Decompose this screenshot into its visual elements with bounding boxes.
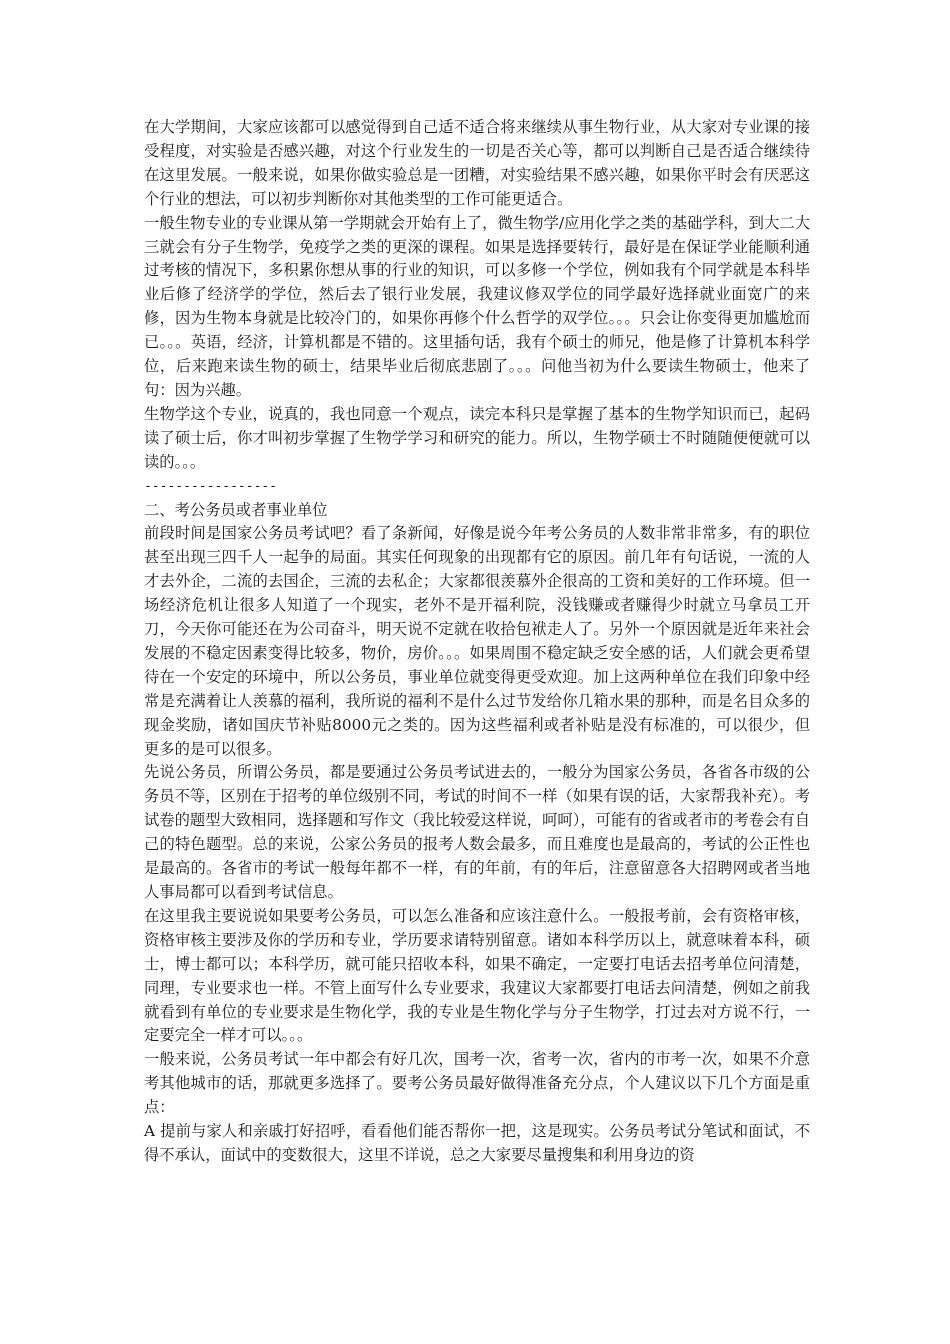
section-divider: -----------------: [144, 478, 278, 494]
paragraph: 先说公务员，所谓公务员，都是要通过公务员考试进去的，一般分为国家公务员，各省各市级的公务员不等，区别在于招考的单位级别不同，考试的时间不一样（如果有误的话，大家帮我补充）。考试卷的题型大致相同，选择题和写作文（我比较爱这样说，呵呵），可能有的省或者市的考卷会有自己的特色题型。总的来说，公家公务员的报考人数会最多，而且难度也是最高的，考试的公正性也是最高的。各省市的考试一般每年都不一样，有的年前，有的年后，注意留意各大招聘网或者当地人事局都可以看到考试信息。: [144, 763, 810, 901]
paragraph: 在大学期间，大家应该都可以感觉得到自己适不适合将来继续从事生物行业，从大家对专业课的接受程度，对实验是否感兴趣，对这个行业发生的一切是否关心等，都可以判断自己是否适合继续待在这里发展。一般来说，如果你做实验总是一团糟，对实验结果不感兴趣，如果你平时会有厌恶这个行业的想法，可以初步判断你对其他类型的工作可能更适合。: [144, 118, 810, 208]
paragraph: A 提前与家人和亲戚打好招呼，看看他们能否帮你一把，这是现实。公务员考试分笔试和面试，不得不承认，面试中的变数很大，这里不详说，总之大家要尽量搜集和利用身边的资: [144, 1122, 810, 1164]
paragraph: 在这里我主要说说如果要考公务员，可以怎么准备和应该注意什么。一般报考前，会有资格审核，资格审核主要涉及你的学历和专业，学历要求请特别留意。诸如本科学历以上，就意味着本科，硕士，博士都可以；本科学历，就可能只招收本科，如果不确定，一定要打电话去招考单位问清楚，同理，专业要求也一样。不管上面写什么专业要求，我建议大家都要打电话去问清楚，例如之前我就看到有单位的专业要求是生物化学，我的专业是生物化学与分子生物学，打过去对方说不行，一定要完全一样才可以。。。: [144, 906, 810, 1045]
paragraph: 一般来说，公务员考试一年中都会有好几次，国考一次，省考一次，省内的市考一次，如果不介意考其他城市的话，那就更多选择了。要考公务员最好做得准备充分点，个人建议以下几个方面是重点：: [144, 1050, 810, 1117]
paragraph: 前段时间是国家公务员考试吧？看了条新闻，好像是说今年考公务员的人数非常非常多，有的职位甚至出现三四千人一起争的局面。其实任何现象的出现都有它的原因。前几年有句话说，一流的人才去外企，二流的去国企，三流的去私企；大家都很羡慕外企很高的工资和美好的工作环境。但一场经济危机让很多人知道了一个现实，老外不是开福利院，没钱赚或者赚得少时就立马拿员工开刀，今天你可能还在为公司奋斗，明天说不定就在收拾包袱走人了。另外一个原因就是近年来社会发展的不稳定因素变得比较多，物价，房价。。。如果周围不稳定缺乏安全感的话，人们就会更希望待在一个安定的环境中，所以公务员，事业单位就变得更受欢迎。加上这两种单位在我们印象中经常是充满着让人羡慕的福利，我所说的福利不是什么过节发给你几箱水果的那种，而是名目众多的现金奖励，诸如国庆节补贴8000元之类的。因为这些福利或者补贴是没有标准的，可以很少，但更多的是可以很多。: [144, 524, 810, 758]
paragraph: 一般生物专业的专业课从第一学期就会开始有上了，微生物学/应用化学之类的基础学科，到大二大三就会有分子生物学，免疫学之类的更深的课程。如果是选择要转行，最好是在保证学业能顺利通过考核的情况下，多积累你想从事的行业的知识，可以多修一个学位，例如我有个同学就是本科毕业后修了经济学的学位，然后去了银行业发展，我建议修双学位的同学最好选择就业面宽广的来修，因为生物本身就是比较冷门的，如果你再修个什么哲学的双学位。。。只会让你变得更加尴尬而已。。。英语，经济，计算机都是不错的。这里插句话，我有个硕士的师兄，他是修了计算机本科学位，后来跑来读生物的硕士，结果毕业后彻底悲剧了。。。问他当初为什么要读生物硕士，他来了句：因为兴趣。: [144, 213, 810, 399]
document-body: [144, 116, 810, 1168]
paragraph: 生物学这个专业，说真的，我也同意一个观点，读完本科只是掌握了基本的生物学知识而已，起码读了硕士后，你才叫初步掌握了生物学学习和研究的能力。所以，生物学硕士不时随随便便就可以读的。。。: [144, 404, 810, 471]
section-heading: 二、考公务员或者事业单位: [144, 500, 328, 519]
